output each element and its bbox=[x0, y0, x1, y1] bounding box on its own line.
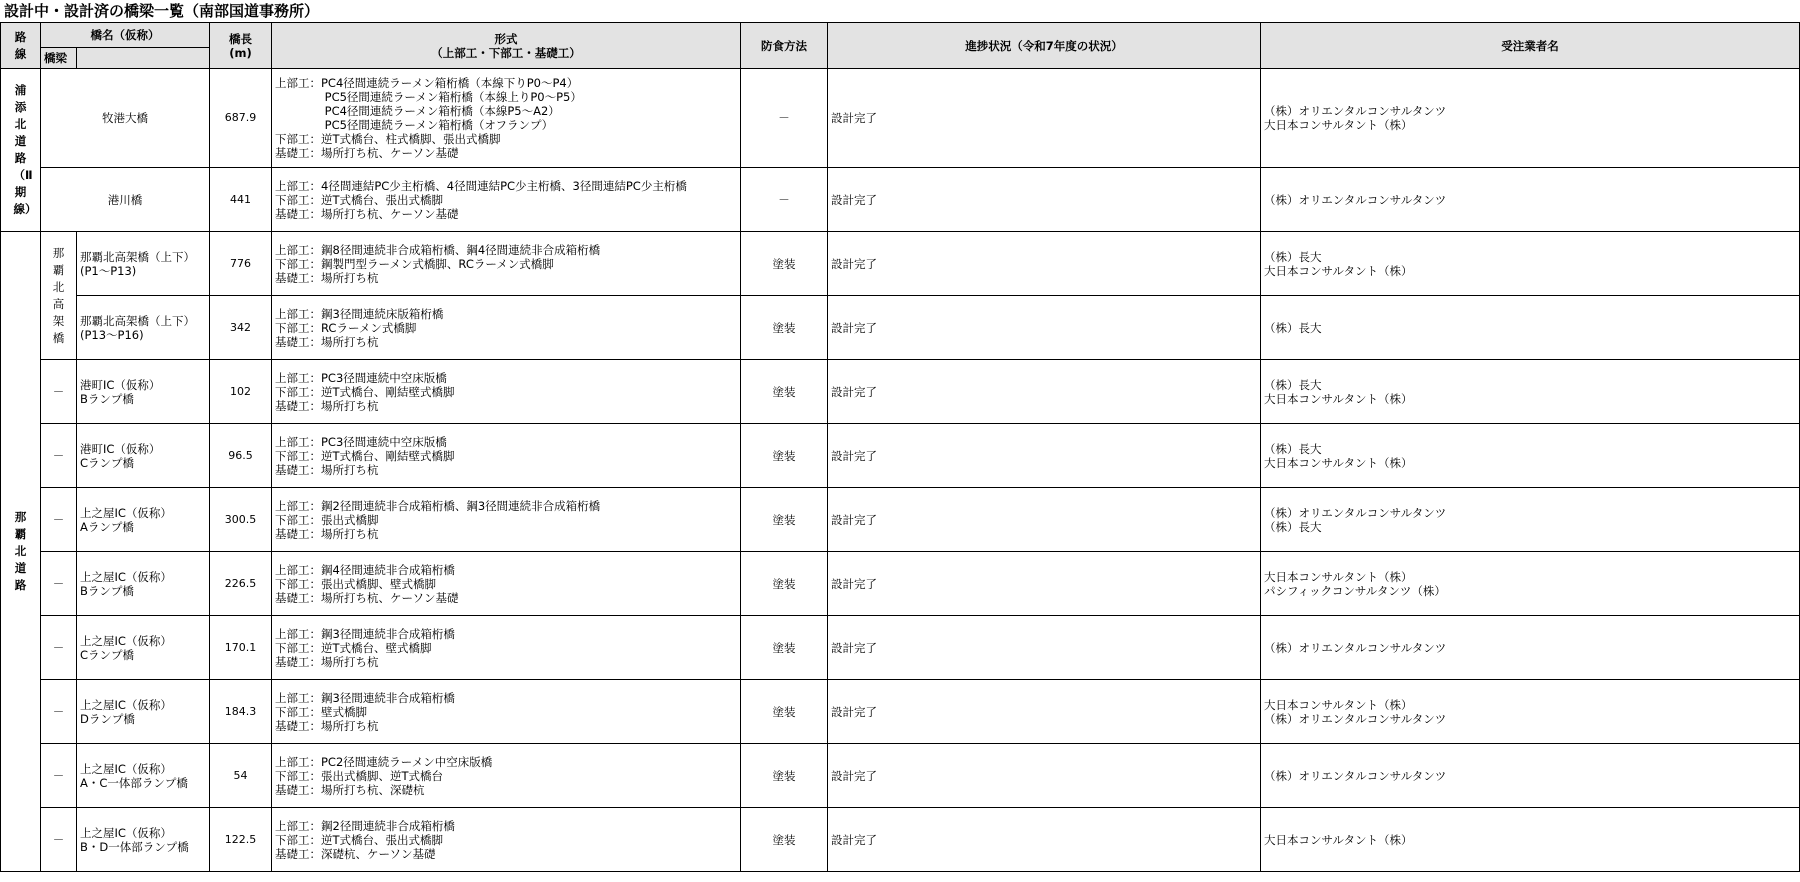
header-bridge-blank bbox=[77, 48, 210, 69]
bridge-name: 上之屋IC（仮称） Bランプ橋 bbox=[77, 552, 210, 616]
bridge-length: 96.5 bbox=[210, 424, 272, 488]
header-route: 路線 bbox=[1, 23, 41, 69]
progress: 設計完了 bbox=[828, 69, 1261, 168]
bridge-name: 上之屋IC（仮称） A・C一体部ランプ橋 bbox=[77, 744, 210, 808]
table-row bbox=[1, 488, 1800, 552]
bridge-form: 上部工：鋼3径間連続非合成箱桁橋 下部工：逆T式橋台、壁式橋脚 基礎工：場所打ち杭 bbox=[272, 616, 741, 680]
anticorrosion: 塗装 bbox=[741, 552, 828, 616]
route-naha: 那覇北道路 bbox=[1, 232, 41, 872]
contractor: 大日本コンサルタント（株） bbox=[1261, 808, 1800, 872]
bridge-group: － bbox=[41, 680, 77, 744]
progress: 設計完了 bbox=[828, 168, 1261, 232]
contractor: （株）オリエンタルコンサルタンツ bbox=[1261, 168, 1800, 232]
bridge-name: 上之屋IC（仮称） B・D一体部ランプ橋 bbox=[77, 808, 210, 872]
table-row bbox=[1, 616, 1800, 680]
contractor: 大日本コンサルタント（株） パシフィックコンサルタンツ（株） bbox=[1261, 552, 1800, 616]
anticorrosion: 塗装 bbox=[741, 296, 828, 360]
table-row bbox=[1, 424, 1800, 488]
contractor: （株）長大 大日本コンサルタント（株） bbox=[1261, 232, 1800, 296]
anticorrosion: 塗装 bbox=[741, 424, 828, 488]
bridge-form: 上部工：鋼8径間連続非合成箱桁橋、鋼4径間連続非合成箱桁橋 下部工：鋼製門型ラーメン式橋脚、RCラーメン式橋脚 基礎工：場所打ち杭 bbox=[272, 232, 741, 296]
table-row bbox=[1, 69, 1800, 168]
progress: 設計完了 bbox=[828, 360, 1261, 424]
bridge-length: 170.1 bbox=[210, 616, 272, 680]
bridge-table bbox=[0, 22, 1800, 872]
group-nahakita-viaduct: 那覇北高架橋 bbox=[41, 232, 77, 360]
bridge-length: 441 bbox=[210, 168, 272, 232]
bridge-length: 122.5 bbox=[210, 808, 272, 872]
progress: 設計完了 bbox=[828, 744, 1261, 808]
progress: 設計完了 bbox=[828, 296, 1261, 360]
bridge-group: － bbox=[41, 808, 77, 872]
anticorrosion: 塗装 bbox=[741, 744, 828, 808]
anticorrosion: 塗装 bbox=[741, 488, 828, 552]
progress: 設計完了 bbox=[828, 488, 1261, 552]
bridge-length: 776 bbox=[210, 232, 272, 296]
anticorrosion: － bbox=[741, 168, 828, 232]
table-row bbox=[1, 808, 1800, 872]
contractor: 大日本コンサルタント（株） （株）オリエンタルコンサルタンツ bbox=[1261, 680, 1800, 744]
bridge-form: 上部工：PC2径間連続ラーメン中空床版橋 下部工：張出式橋脚、逆T式橋台 基礎工：場所打ち杭、深礎杭 bbox=[272, 744, 741, 808]
anticorrosion: － bbox=[741, 69, 828, 168]
bridge-name: 上之屋IC（仮称） Cランプ橋 bbox=[77, 616, 210, 680]
table-row bbox=[1, 552, 1800, 616]
bridge-group: － bbox=[41, 360, 77, 424]
bridge-form: 上部工：4径間連結PC少主桁橋、4径間連結PC少主桁橋、3径間連結PC少主桁橋 下部工：逆T式橋台、張出式橋脚 基礎工：場所打ち杭、ケーソン基礎 bbox=[272, 168, 741, 232]
bridge-form: 上部工：鋼2径間連続非合成箱桁橋 下部工：逆T式橋台、張出式橋脚 基礎工：深礎杭、ケーソン基礎 bbox=[272, 808, 741, 872]
bridge-length: 54 bbox=[210, 744, 272, 808]
bridge-form: 上部工：鋼4径間連続非合成箱桁橋 下部工：張出式橋脚、壁式橋脚 基礎工：場所打ち杭、ケーソン基礎 bbox=[272, 552, 741, 616]
contractor: （株）オリエンタルコンサルタンツ 大日本コンサルタント（株） bbox=[1261, 69, 1800, 168]
route-urasoe: 浦添北道路（Ⅱ期線） bbox=[1, 69, 41, 232]
bridge-name: 港町IC（仮称） Cランプ橋 bbox=[77, 424, 210, 488]
bridge-length: 687.9 bbox=[210, 69, 272, 168]
contractor: （株）長大 大日本コンサルタント（株） bbox=[1261, 360, 1800, 424]
bridge-name: 那覇北高架橋（上下） (P1～P13) bbox=[77, 232, 210, 296]
anticorrosion: 塗装 bbox=[741, 232, 828, 296]
header-anticorrosion: 防食方法 bbox=[741, 23, 828, 69]
bridge-name: 牧港大橋 bbox=[41, 69, 210, 168]
bridge-length: 300.5 bbox=[210, 488, 272, 552]
progress: 設計完了 bbox=[828, 808, 1261, 872]
bridge-name: 港町IC（仮称） Bランプ橋 bbox=[77, 360, 210, 424]
bridge-form: 上部工：PC3径間連続中空床版橋 下部工：逆T式橋台、剛結壁式橋脚 基礎工：場所打ち杭 bbox=[272, 360, 741, 424]
bridge-name: 港川橋 bbox=[41, 168, 210, 232]
anticorrosion: 塗装 bbox=[741, 616, 828, 680]
progress: 設計完了 bbox=[828, 232, 1261, 296]
bridge-form: 上部工：PC4径間連続ラーメン箱桁橋（本線下りP0～P4） PC5径間連続ラーメン箱桁橋（本線上りP0～P5） PC4径間連続ラーメン箱桁橋（本線P5～A2） PC5径間連続ラーメン箱桁橋（オフランプ） 下部工：逆T式橋台、柱式橋脚、張出式橋脚 基礎工：場所打ち杭、ケーソン基礎 bbox=[272, 69, 741, 168]
bridge-group: － bbox=[41, 424, 77, 488]
bridge-length: 226.5 bbox=[210, 552, 272, 616]
anticorrosion: 塗装 bbox=[741, 680, 828, 744]
bridge-form: 上部工：PC3径間連続中空床版橋 下部工：逆T式橋台、剛結壁式橋脚 基礎工：場所打ち杭 bbox=[272, 424, 741, 488]
progress: 設計完了 bbox=[828, 680, 1261, 744]
contractor: （株）長大 大日本コンサルタント（株） bbox=[1261, 424, 1800, 488]
table-row bbox=[1, 744, 1800, 808]
progress: 設計完了 bbox=[828, 616, 1261, 680]
bridge-form: 上部工：鋼3径間連続非合成箱桁橋 下部工：壁式橋脚 基礎工：場所打ち杭 bbox=[272, 680, 741, 744]
bridge-length: 102 bbox=[210, 360, 272, 424]
bridge-length: 342 bbox=[210, 296, 272, 360]
bridge-group: － bbox=[41, 744, 77, 808]
bridge-name: 上之屋IC（仮称） Aランプ橋 bbox=[77, 488, 210, 552]
table-row bbox=[1, 168, 1800, 232]
progress: 設計完了 bbox=[828, 552, 1261, 616]
bridge-length: 184.3 bbox=[210, 680, 272, 744]
header-bridge: 橋梁 bbox=[41, 48, 77, 69]
table-row bbox=[1, 680, 1800, 744]
bridge-group: － bbox=[41, 552, 77, 616]
header-bridge-name: 橋名（仮称） bbox=[41, 23, 210, 48]
page-title: 設計中・設計済の橋梁一覧（南部国道事務所） bbox=[4, 2, 320, 20]
contractor: （株）オリエンタルコンサルタンツ （株）長大 bbox=[1261, 488, 1800, 552]
contractor: （株）オリエンタルコンサルタンツ bbox=[1261, 744, 1800, 808]
anticorrosion: 塗装 bbox=[741, 808, 828, 872]
table-row bbox=[1, 360, 1800, 424]
bridge-name: 上之屋IC（仮称） Dランプ橋 bbox=[77, 680, 210, 744]
progress: 設計完了 bbox=[828, 424, 1261, 488]
bridge-form: 上部工：鋼2径間連続非合成箱桁橋、鋼3径間連続非合成箱桁橋 下部工：張出式橋脚 基礎工：場所打ち杭 bbox=[272, 488, 741, 552]
header-contractor: 受注業者名 bbox=[1261, 23, 1800, 69]
bridge-form: 上部工：鋼3径間連続床版箱桁橋 下部工：RCラーメン式橋脚 基礎工：場所打ち杭 bbox=[272, 296, 741, 360]
bridge-group: － bbox=[41, 616, 77, 680]
table-row bbox=[1, 232, 1800, 296]
header-form: 形式 （上部工・下部工・基礎工） bbox=[272, 23, 741, 69]
anticorrosion: 塗装 bbox=[741, 360, 828, 424]
table-row bbox=[1, 296, 1800, 360]
contractor: （株）オリエンタルコンサルタンツ bbox=[1261, 616, 1800, 680]
bridge-name: 那覇北高架橋（上下） (P13～P16) bbox=[77, 296, 210, 360]
header-length: 橋長 (m) bbox=[210, 23, 272, 69]
header-progress: 進捗状況（令和7年度の状況） bbox=[828, 23, 1261, 69]
contractor: （株）長大 bbox=[1261, 296, 1800, 360]
bridge-group: － bbox=[41, 488, 77, 552]
